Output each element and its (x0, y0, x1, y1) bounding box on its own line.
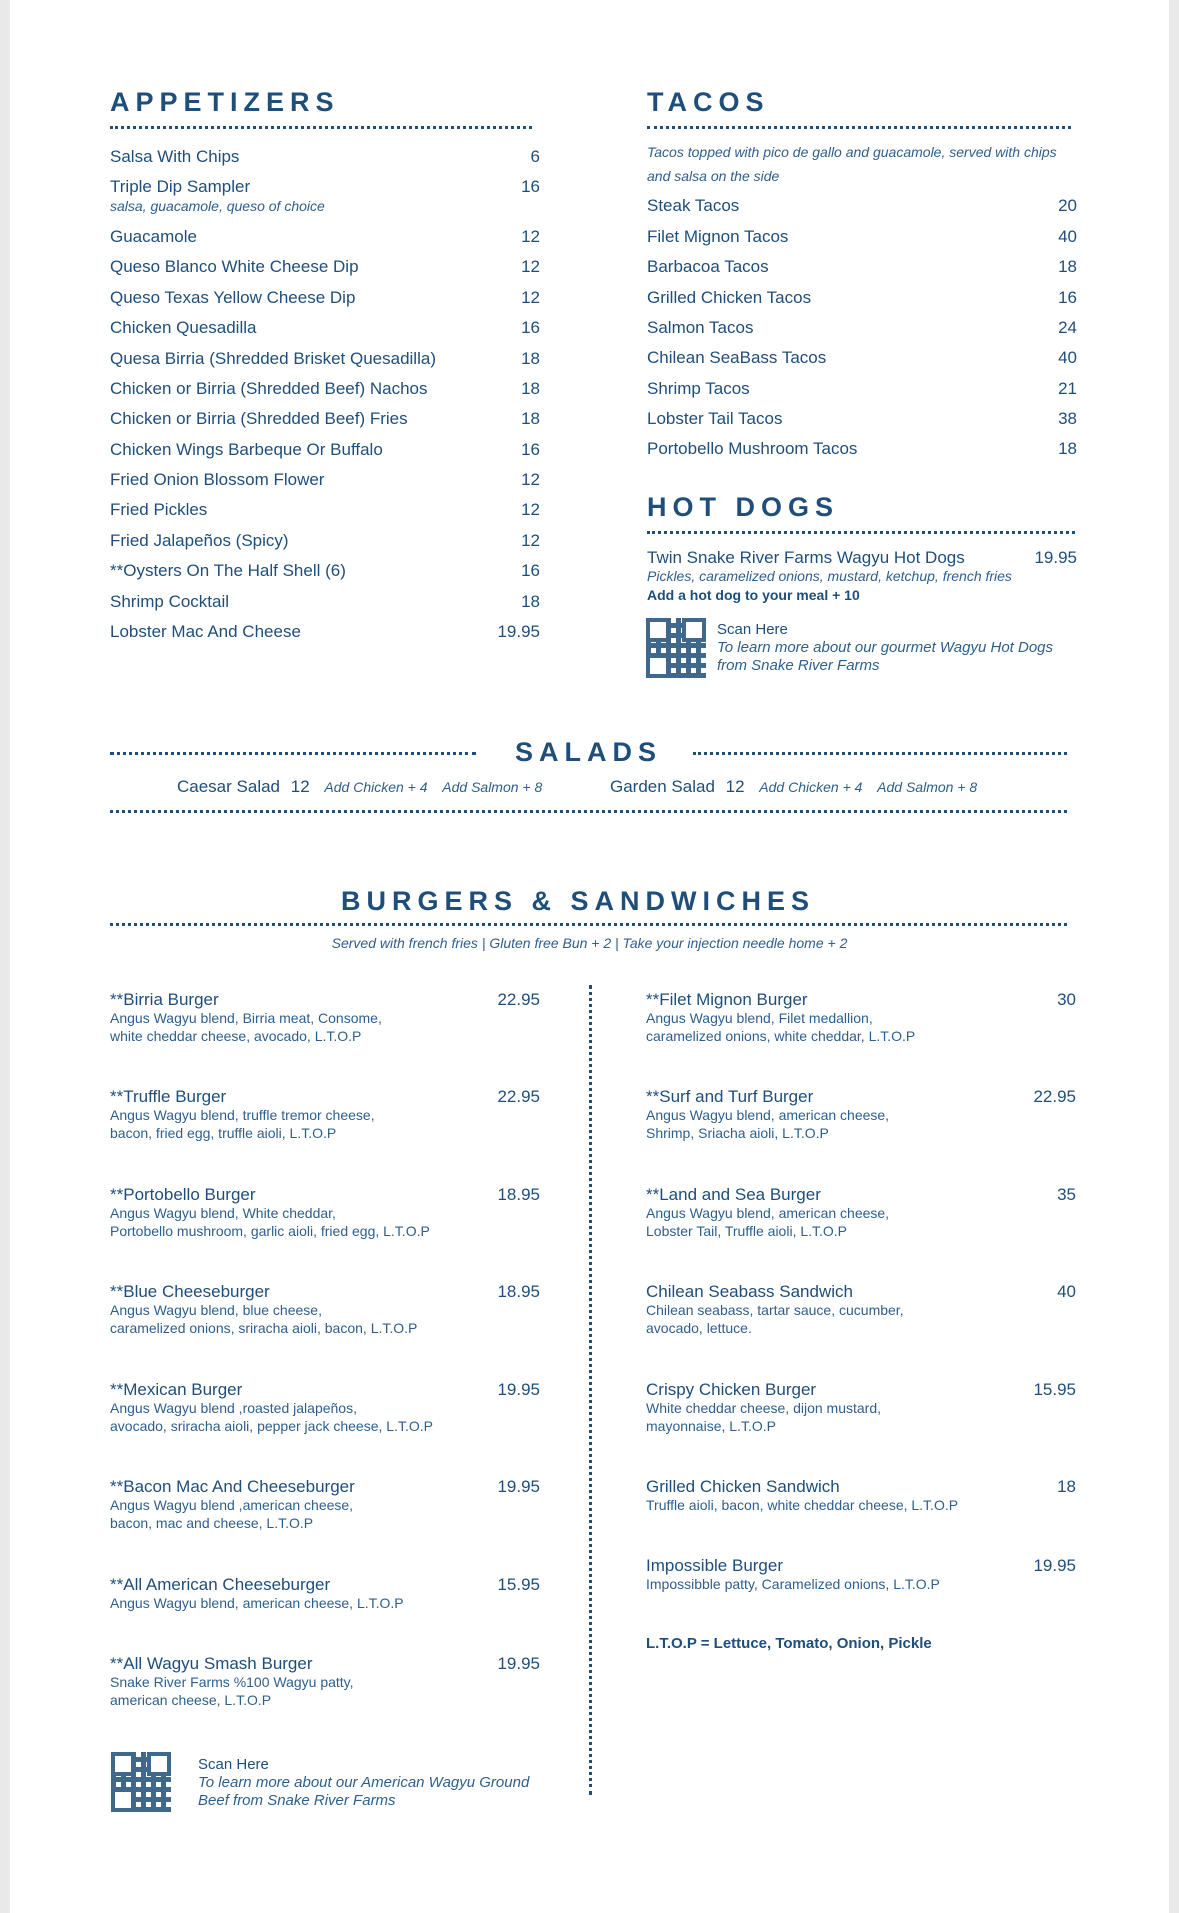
burgers-divider (110, 923, 1067, 926)
addon: Add Salmon + 8 (442, 779, 543, 795)
ltop-legend: L.T.O.P = Lettuce, Tomato, Onion, Pickle (646, 1635, 932, 1652)
item-name: Salsa With Chips (110, 147, 240, 166)
item-name: Fried Pickles (110, 500, 208, 519)
item-price: 18 (1058, 257, 1077, 276)
item-price: 12 (521, 288, 540, 307)
item-name: **Oysters On The Half Shell (6) (110, 561, 346, 580)
item-name: Lobster Mac And Cheese (110, 622, 301, 641)
menu-item (110, 1477, 540, 1497)
item-price: 12 (521, 470, 540, 489)
item-name: Caesar Salad (177, 777, 281, 796)
menu-item (110, 500, 540, 520)
item-description: Angus Wagyu blend, american cheese, Shrimp, Sriacha aioli, L.T.O.P (646, 1107, 890, 1141)
item-description: Angus Wagyu blend, truffle tremor cheese, bacon, fried egg, truffle aioli, L.T.O.P (110, 1107, 375, 1141)
item-name: **Birria Burger (110, 990, 219, 1009)
item-price: 16 (521, 440, 540, 459)
item-price: 18 (521, 349, 540, 368)
item-name: Garden Salad (610, 777, 715, 796)
item-price: 22.95 (497, 990, 540, 1009)
menu-item (110, 1380, 540, 1400)
item-description: Angus Wagyu blend, Filet medallion, caramelized onions, white cheddar, L.T.O.P (646, 1010, 916, 1044)
item-name: Salmon Tacos (647, 318, 754, 337)
item-name: Twin Snake River Farms Wagyu Hot Dogs (647, 548, 965, 567)
item-name: Grilled Chicken Tacos (647, 288, 812, 307)
scan-text: To learn more about our gourmet Wagyu Hot Dogs (717, 639, 1054, 656)
item-price: 19.95 (1034, 548, 1077, 567)
item-name: Guacamole (110, 227, 197, 246)
item-name: **Surf and Turf Burger (646, 1087, 814, 1106)
menu-item (647, 227, 1077, 247)
hotdog-addon: Add a hot dog to your meal + 10 (647, 587, 860, 603)
menu-item (110, 318, 540, 338)
item-name: **Bacon Mac And Cheeseburger (110, 1477, 355, 1496)
hotdogs-title: HOT DOGS (647, 492, 840, 522)
menu-item (110, 1282, 540, 1302)
item-description: Snake River Farms %100 Wagyu patty, american cheese, L.T.O.P (110, 1674, 354, 1708)
item-description: Angus Wagyu blend ,roasted jalapeños, avocado, sriracha aioli, pepper jack cheese, L.T.O.P (110, 1400, 433, 1434)
item-name: Triple Dip Sampler (110, 177, 251, 196)
item-price: 20 (1058, 196, 1077, 215)
item-description: Angus Wagyu blend ,american cheese, bacon, mac and cheese, L.T.O.P (110, 1497, 354, 1531)
menu-item (646, 1185, 1076, 1205)
item-price: 22.95 (497, 1087, 540, 1106)
item-name: Steak Tacos (647, 196, 740, 215)
item-name: Chicken or Birria (Shredded Beef) Fries (110, 409, 408, 428)
item-name: Impossible Burger (646, 1556, 784, 1575)
menu-item (647, 257, 1077, 277)
item-price: 15.95 (1033, 1380, 1076, 1399)
menu-item (647, 196, 1077, 216)
item-price: 6 (530, 147, 540, 166)
menu-item (110, 349, 540, 369)
menu-item (110, 147, 540, 167)
item-name: Quesa Birria (Shredded Brisket Quesadilla) (110, 349, 436, 368)
item-price: 12 (725, 777, 745, 796)
item-name: **Land and Sea Burger (646, 1185, 821, 1204)
item-price: 16 (521, 561, 540, 580)
item-price: 38 (1058, 409, 1077, 428)
scan-title: Scan Here (717, 621, 788, 638)
item-description: Chilean seabass, tartar sauce, cucumber, avocado, lettuce. (646, 1302, 904, 1336)
item-price: 24 (1058, 318, 1077, 337)
hotdogs-divider (647, 531, 1075, 534)
item-name: **Mexican Burger (110, 1380, 243, 1399)
item-price: 16 (521, 318, 540, 337)
burgers-note: Served with french fries | Gluten free Bun + 2 | Take your injection needle home + 2 (331, 935, 848, 951)
item-description: Angus Wagyu blend, american cheese, L.T.O.P (110, 1595, 404, 1611)
item-description: Angus Wagyu blend, american cheese, Lobster Tail, Truffle aioli, L.T.O.P (646, 1205, 890, 1239)
addon: Add Chicken + 4 (759, 779, 863, 795)
menu-item (646, 990, 1076, 1010)
item-name: Queso Blanco White Cheese Dip (110, 257, 359, 276)
menu-item (110, 1575, 540, 1595)
qr-code-icon[interactable] (646, 618, 706, 678)
item-name: **All American Cheeseburger (110, 1575, 331, 1594)
menu-item (110, 1087, 540, 1107)
item-price: 40 (1058, 227, 1077, 246)
menu-item (647, 548, 1077, 568)
item-price: 40 (1058, 348, 1077, 367)
item-name: **Blue Cheeseburger (110, 1282, 270, 1301)
item-price: 12 (521, 227, 540, 246)
menu-item (110, 288, 540, 308)
item-name: Grilled Chicken Sandwich (646, 1477, 840, 1496)
menu-item (110, 1185, 540, 1205)
item-price: 12 (521, 257, 540, 276)
item-price: 16 (1058, 288, 1077, 307)
item-description: Angus Wagyu blend, White cheddar, Portobello mushroom, garlic aioli, fried egg, L.T.O.P (110, 1205, 430, 1239)
menu-item (647, 439, 1077, 459)
qr-code-icon[interactable] (111, 1752, 171, 1812)
item-name: Queso Texas Yellow Cheese Dip (110, 288, 356, 307)
item-price: 30 (1057, 990, 1076, 1009)
item-price: 35 (1057, 1185, 1076, 1204)
item-price: 40 (1057, 1282, 1076, 1301)
burgers-column-divider (589, 985, 592, 1795)
salad-item (610, 777, 977, 797)
menu-item (646, 1380, 1076, 1400)
item-description: Pickles, caramelized onions, mustard, ketchup, french fries (647, 568, 1012, 584)
menu-item (647, 379, 1077, 399)
item-name: Filet Mignon Tacos (647, 227, 789, 246)
item-description: Truffle aioli, bacon, white cheddar cheese, L.T.O.P (646, 1497, 959, 1513)
menu-item (647, 288, 1077, 308)
addon: Add Chicken + 4 (324, 779, 428, 795)
menu-item (110, 257, 540, 277)
menu-item (110, 227, 540, 247)
item-name: **All Wagyu Smash Burger (110, 1654, 313, 1673)
salads-divider-right (693, 752, 1067, 755)
tacos-title: TACOS (647, 87, 770, 117)
item-price: 19.95 (497, 1477, 540, 1496)
scan-text: Beef from Snake River Farms (198, 1792, 396, 1809)
tacos-note: Tacos topped with pico de gallo and guacamole, served with chips and salsa on the side (647, 144, 1057, 184)
item-name: Barbacoa Tacos (647, 257, 769, 276)
addon: Add Salmon + 8 (877, 779, 978, 795)
item-name: Chilean Seabass Sandwich (646, 1282, 853, 1301)
item-name: Chicken Wings Barbeque Or Buffalo (110, 440, 383, 459)
item-price: 18.95 (497, 1282, 540, 1301)
item-name: Chicken or Birria (Shredded Beef) Nachos (110, 379, 428, 398)
salads-divider-left (110, 752, 476, 755)
menu-item (110, 379, 540, 399)
item-price: 16 (521, 177, 540, 196)
item-price: 19.95 (497, 1380, 540, 1399)
item-price: 15.95 (497, 1575, 540, 1594)
salad-item (177, 777, 542, 797)
scan-title: Scan Here (198, 1756, 269, 1773)
scan-text: from Snake River Farms (717, 657, 880, 674)
item-price: 12 (521, 531, 540, 550)
item-price: 18.95 (497, 1185, 540, 1204)
item-name: Shrimp Tacos (647, 379, 750, 398)
item-name: Chilean SeaBass Tacos (647, 348, 827, 367)
menu-item (646, 1282, 1076, 1302)
menu-item (110, 440, 540, 460)
item-name: Chicken Quesadilla (110, 318, 257, 337)
item-description: salsa, guacamole, queso of choice (110, 198, 325, 214)
menu-item (647, 348, 1077, 368)
menu-page (10, 0, 1169, 1913)
item-price: 18 (521, 592, 540, 611)
menu-item (647, 409, 1077, 429)
item-price: 22.95 (1033, 1087, 1076, 1106)
item-name: **Portobello Burger (110, 1185, 256, 1204)
menu-item (110, 990, 540, 1010)
item-name: Lobster Tail Tacos (647, 409, 783, 428)
item-price: 21 (1058, 379, 1077, 398)
menu-item (110, 409, 540, 429)
item-name: Shrimp Cocktail (110, 592, 230, 611)
menu-item (110, 531, 540, 551)
item-description: Angus Wagyu blend, blue cheese, caramelized onions, sriracha aioli, bacon, L.T.O.P (110, 1302, 418, 1336)
item-description: Angus Wagyu blend, Birria meat, Consome, white cheddar cheese, avocado, L.T.O.P (110, 1010, 382, 1044)
item-name: Crispy Chicken Burger (646, 1380, 817, 1399)
item-name: Fried Jalapeños (Spicy) (110, 531, 289, 550)
menu-item (646, 1477, 1076, 1497)
menu-item (110, 622, 540, 642)
item-name: **Filet Mignon Burger (646, 990, 808, 1009)
salads-divider-bottom (110, 810, 1067, 813)
scan-text: To learn more about our American Wagyu Ground (198, 1774, 530, 1791)
item-price: 18 (1058, 439, 1077, 458)
item-price: 12 (521, 500, 540, 519)
appetizers-title: APPETIZERS (110, 87, 340, 117)
item-name: Fried Onion Blossom Flower (110, 470, 325, 489)
salads-title: SALADS (515, 737, 663, 767)
menu-item (110, 1654, 540, 1674)
item-price: 18 (521, 409, 540, 428)
item-name: Portobello Mushroom Tacos (647, 439, 858, 458)
tacos-divider (647, 126, 1071, 129)
item-name: **Truffle Burger (110, 1087, 227, 1106)
item-description: Impossibble patty, Caramelized onions, L.T.O.P (646, 1576, 940, 1592)
item-price: 12 (290, 777, 310, 796)
item-price: 19.95 (497, 1654, 540, 1673)
menu-item (110, 592, 540, 612)
menu-item (646, 1556, 1076, 1576)
menu-item (110, 177, 540, 197)
menu-item (646, 1087, 1076, 1107)
menu-item (647, 318, 1077, 338)
item-description: White cheddar cheese, dijon mustard, mayonnaise, L.T.O.P (646, 1400, 882, 1434)
burgers-title: BURGERS & SANDWICHES (341, 886, 816, 916)
item-price: 19.95 (1033, 1556, 1076, 1575)
menu-item (110, 561, 540, 581)
item-price: 19.95 (497, 622, 540, 641)
item-price: 18 (521, 379, 540, 398)
menu-item (110, 470, 540, 490)
appetizers-divider (110, 126, 532, 129)
item-price: 18 (1057, 1477, 1076, 1496)
